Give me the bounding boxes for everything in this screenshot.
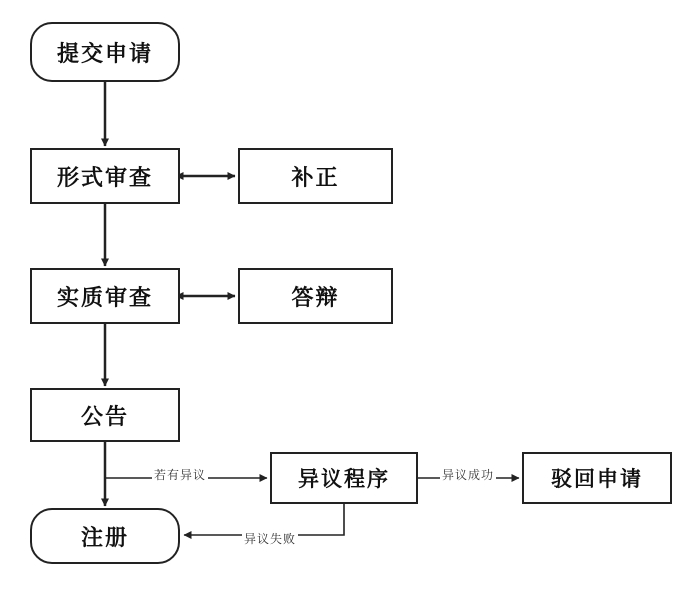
node-label: 驳回申请 [551,468,643,491]
node-opposition-procedure[interactable] [270,452,418,504]
node-label: 答辩 [291,284,340,310]
node-correction[interactable] [238,148,393,204]
node-label: 注册 [80,524,129,550]
edge-label-opposition-failure: 异议失败 [244,532,297,546]
node-substantive-review[interactable] [30,268,180,324]
node-label: 形式审查 [56,164,153,190]
node-label: 异议程序 [298,468,390,491]
node-label: 补正 [291,164,340,190]
node-reject-application[interactable] [522,452,672,504]
node-registration[interactable] [30,508,180,564]
node-label: 公告 [80,403,129,429]
node-announcement[interactable] [30,388,180,442]
node-defense[interactable] [238,268,393,324]
edge-label-if-opposed: 若有异议 [154,468,207,482]
node-formal-review[interactable] [30,148,180,204]
node-label: 提交申请 [56,40,153,66]
edge-label-opposition-success: 异议成功 [442,468,495,482]
node-label: 实质审查 [56,284,153,310]
node-submit[interactable] [30,22,180,82]
